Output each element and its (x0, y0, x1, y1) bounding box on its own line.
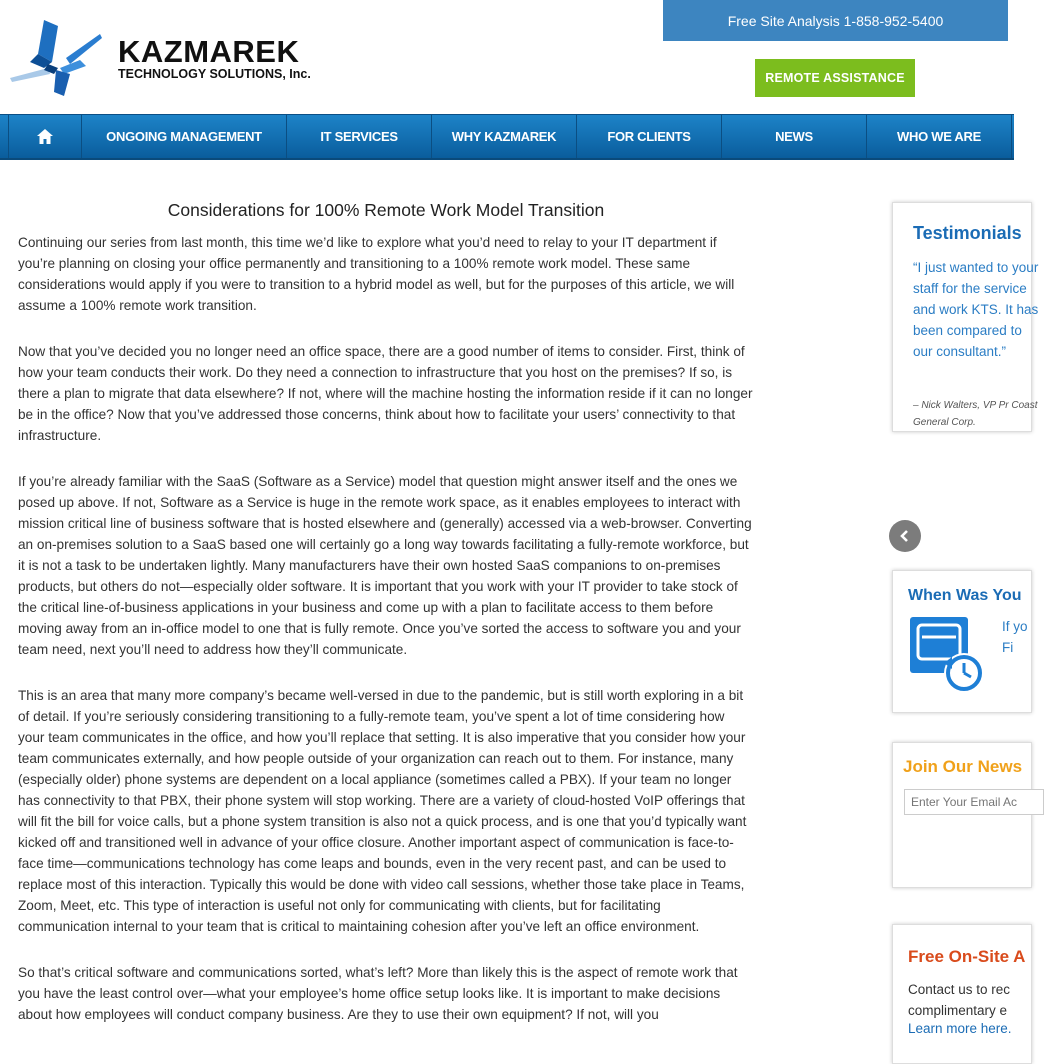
testimonials-title: Testimonials (913, 223, 1022, 243)
logo-name: KAZMAREK (118, 34, 300, 69)
article-paragraph: So that’s critical software and communications sorted, what’s left? More than likely this is the aspect of remote work that you have the least control over—what your employee’s home office setup looks like. It is important to make decisions about how employees will conduct company business. Are they to use their own equipment? If not, will you (18, 965, 738, 1022)
learn-more-link[interactable]: Learn more here. (908, 1021, 1012, 1036)
testimonial-quote: “I just wanted to your staff for the service and work KTS. It has been compared to our consultant.” (913, 260, 1039, 359)
testimonials-widget (892, 202, 1039, 432)
newsletter-title: Join Our News (903, 757, 1023, 776)
newsletter-widget (892, 742, 1032, 888)
article-paragraph: Now that you’ve decided you no longer need an office space, there are a good number of items to consider. First, think of how your team conducts their work. Do they need a connection to infrastructure that you host on the premises? If so, is there a plan to migrate that data elsewhere? If not, where will the machine hosting the information reside if it can no longer be in the office? Now that you’ve addressed those concerns, think about how to facilitate your users’ connectivity to that infrastructure. (18, 344, 753, 443)
article (18, 200, 754, 1050)
logo-tagline: TECHNOLOGY SOLUTIONS, Inc. (118, 67, 311, 81)
nav-home[interactable] (8, 115, 82, 158)
free-site-analysis-link[interactable]: Free Site Analysis 1-858-952-5400 (663, 0, 1008, 41)
nav-it-services[interactable]: IT SERVICES (287, 115, 432, 158)
article-title: Considerations for 100% Remote Work Model Transition (167, 200, 605, 220)
logo-mark-icon (8, 18, 113, 100)
free-onsite-widget (892, 924, 1032, 1064)
nav-ongoing-management[interactable]: ONGOING MANAGEMENT (82, 115, 287, 158)
carousel-prev-button[interactable] (889, 520, 921, 552)
nav-who-we-are[interactable]: WHO WE ARE (867, 115, 1012, 158)
company-logo[interactable] (8, 18, 328, 98)
newsletter-email-input[interactable] (904, 789, 1044, 815)
backup-widget (892, 570, 1032, 713)
article-paragraph: Continuing our series from last month, this time we’d like to explore what you’d need to relay to your IT department if you’re planning on closing your office permanently and transitioning to a 100% remote work model. These same considerations would apply if you were to transition to a hybrid model as well, but for the purposes of this article, we will assume a 100% remote work transition. (18, 235, 735, 313)
backup-drive-icon (908, 617, 988, 697)
free-onsite-title: Free On-Site A (908, 947, 1026, 966)
remote-assistance-button[interactable]: REMOTE ASSISTANCE (755, 59, 915, 97)
chevron-left-icon (898, 529, 912, 543)
nav-news[interactable]: NEWS (722, 115, 867, 158)
testimonial-attribution: – Nick Walters, VP Pr Coast General Corp. (913, 400, 1038, 428)
article-paragraph: If you’re already familiar with the SaaS (Software as a Service) model that question might answer itself and the ones we posed up above. If not, Software as a Service is huge in the remote work space, as it enables employees to interact with mission critical line of business software that is hosted elsewhere and (generally) accessed via a web-browser. Converting an on-premises solution to a SaaS based one will certainly go a long way towards facilitating a fully-remote workforce, but it is not a task to be undertaken lightly. Many manufacturers have their own hosted SaaS companions to on-premises products, but others do not—especially older software. It is important that you work with your IT provider to take stock of the critical line-of-business applications in your business and come up with a plan to facilitate access to them before moving away from an in-office model to one that is fully remote. Once you’ve sorted the access to software you and your team need, next you’ll need to address how they’ll communicate. (18, 474, 752, 657)
article-paragraph: This is an area that many more company’s became well-versed in due to the pandemic, but is still worth exploring in a bit of detail. If you’re seriously considering transitioning to a fully-remote team, you’ve spent a lot of time considering how your team communicates in the office, and how you’ll replace that setting. It is also imperative that you consider how your team communicates externally, and how people outside of your organization can reach out to them. For instance, many (especially older) phone systems are dependent on a local appliance (sometimes called a PBX). If your team no longer has connectivity to that PBX, their phone system will stop working. There are a variety of cloud-hosted VoIP offerings that will fit the bill for voice calls, but a phone system transition is also not a quick process, and is one that you’d typically want kicked off and transitioned well in advance of your office closure. Another important aspect of communication is face-to-face time—communications technology has come leaps and bounds, even in the very recent past, and can be used to replace most of this interaction. Typically this would be done with video call sessions, whether those take place in Teams, Zoom, Meet, etc. This type of interaction is useful not only for communicating with clients, but for facilitating communication internal to your team that is critical to maintaining cohesion after you’ve left an office environment. (18, 688, 747, 934)
backup-title: When Was You (908, 587, 1022, 604)
nav-why-kazmarek[interactable]: WHY KAZMAREK (432, 115, 577, 158)
nav-for-clients[interactable]: FOR CLIENTS (577, 115, 722, 158)
home-icon (37, 129, 53, 144)
free-onsite-line: complimentary e (908, 1003, 1008, 1018)
free-onsite-line: Contact us to rec (908, 982, 1011, 997)
free-onsite-text (908, 979, 1043, 1021)
main-nav (0, 114, 1014, 160)
backup-text: If yo Fi (1002, 619, 1028, 655)
